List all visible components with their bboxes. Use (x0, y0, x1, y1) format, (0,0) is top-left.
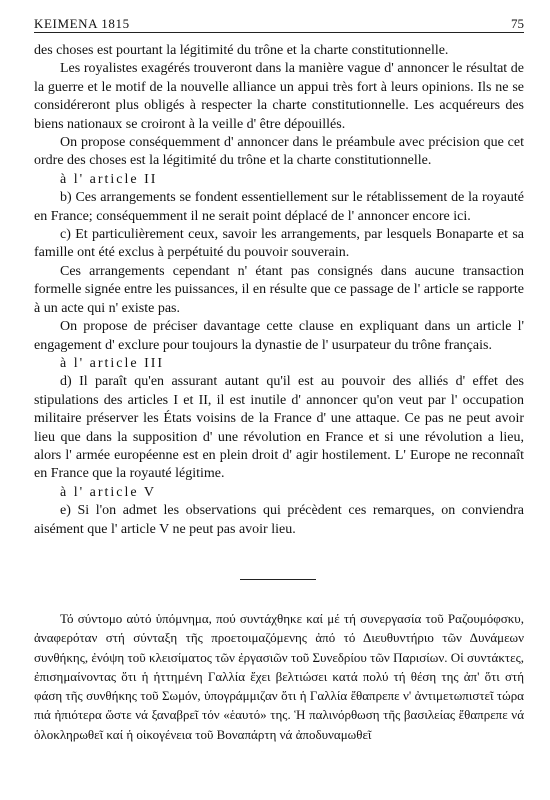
page-number: 75 (511, 16, 524, 31)
paragraph: d) Il paraît qu'en assurant autant qu'il est au pouvoir des alliés d' effet des stipulations des articles I et II, il est inutile d' annoncer qu'on veut par l' occupation militaire préserver les États voisins de la France d' une attaque. Ce pas ne peut avoir lieu que dans la supposition d' une révolution en France et si une révolution a lieu, alors l' armée européenne est en plein droit d' agir hostilement. L' Europe ne reconnaît en France que la royauté légitime. (34, 374, 524, 482)
article-heading: à l' article II (60, 171, 158, 187)
paragraph: c) Et particulièrement ceux, savoir les arrangements, par lesquels Bonaparte et sa famille ont été exclus à perpétuité du pouvoir souverain. (34, 227, 524, 261)
greek-commentary (34, 609, 524, 744)
greek-paragraph: Τό σύντομο αὐτό ὑπόμνημα, πού συντάχθηκε καί μέ τή συνεργασία τοῦ Ραζουμόφσκυ, ἀναφερόταν στή σύνταξη τῆς προετοιμαζόμενης ἀπό τό Διευθυντήριο τῶν Δυνάμεων συνθήκης, ἐνόψη τοῦ κλεισίματος τῶν ἐργασιῶν τοῦ Συνεδρίου τῶν Παρισίων. Οἱ συντάκτες, ἐπισημαίνοντας ὅτι ἡ ἡττημένη Γαλλία ἔχει βελτιώσει κατά πολύ τή θέση της ἀπ' ὅτι στή φάση τῆς συνθήκης τοῦ Σωμόν, ὑπογράμμιζαν ὅτι ἡ Γαλλία ἔθαπρεπε ν' ἀντιμετωπιστεῖ τώρα πιά ἠπιότερα ὥστε νά ξαναβρεῖ τόν «ἑαυτό» της. Ἡ παλινόρθωση τῆς βασιλείας ἔθαπρεπε νά ὁλοκληρωθεῖ καί ἡ οἰκογένεια τοῦ Βοναπάρτη νά ἀποδυναμωθεῖ (34, 611, 524, 742)
running-title: ΚΕΙΜΕΝΑ 1815 (34, 16, 130, 31)
paragraph: On propose conséquemment d' annoncer dans le préambule avec précision que cet ordre des choses est la légitimité du trône et la charte constitutionnelle. (34, 135, 524, 169)
paragraph: des choses est pourtant la légitimité du trône et la charte constitutionnelle. (34, 43, 449, 58)
paragraph: b) Ces arrangements se fondent essentiellement sur le rétablissement de la royauté en France; conséquemment il ne serait point déplacé de l' annoncer encore ici. (34, 190, 524, 224)
section-divider (240, 579, 316, 580)
french-text-block (34, 42, 524, 539)
paragraph: Les royalistes exagérés trouveront dans la manière vague d' annoncer le résultat de la guerre et le motif de la nouvelle alliance un appui très fort à leurs opinions. Ils ne se considéreront plus obligés à respecter la charte constitutionnelle. Les acquéreurs des biens nationaux se croiront à la veille d' être dépouillés. (34, 61, 524, 132)
article-heading: à l' article III (60, 355, 165, 371)
paragraph: On propose de préciser davantage cette clause en expliquant dans un article l' engagement d' exclure pour toujours la dynastie de l' usurpateur du trône français. (34, 319, 524, 353)
running-header (34, 10, 524, 33)
paragraph: e) Si l'on admet les observations qui précèdent ces remarques, on conviendra aisément que l' article V ne peut pas avoir lieu. (34, 503, 524, 537)
article-heading: à l' article V (60, 484, 156, 500)
paragraph: Ces arrangements cependant n' étant pas consignés dans aucune transaction formelle signée entre les puissances, il en résulte que ce passage de l' article se rapporte à un acte qui n' existe pas. (34, 263, 524, 316)
